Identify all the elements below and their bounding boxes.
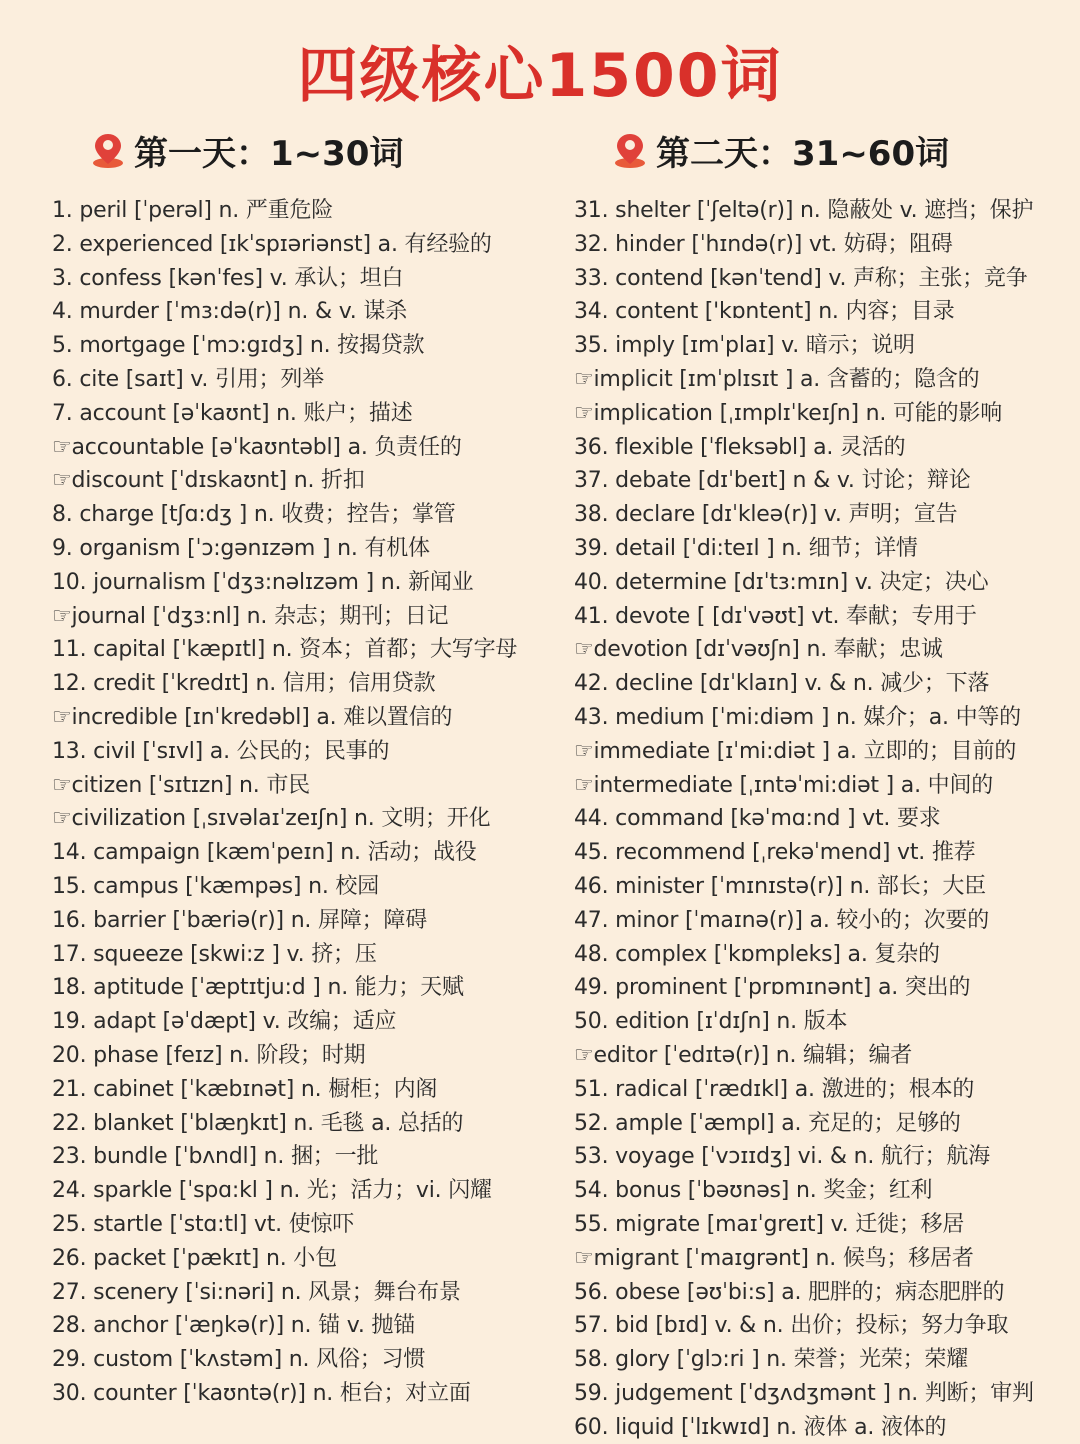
word-entry: 10. journalism [ˈdʒɜ:nəlɪzəm ] n. 新闻业 — [52, 569, 474, 595]
word-entry: ☞devotion [dɪˈvəʊʃn] n. 奉献；忠诚 — [574, 637, 943, 663]
day2-heading — [610, 124, 1074, 176]
word-entry: ☞migrant [ˈmaɪgrənt] n. 候鸟；移居者 — [574, 1245, 974, 1271]
word-entry: 23. bundle [ˈbʌndl] n. 捆；一批 — [52, 1144, 379, 1170]
word-entry: 32. hinder [ˈhɪndə(r)] vt. 妨碍；阻碍 — [574, 231, 953, 257]
word-entry: 17. squeeze [skwi:z ] v. 挤；压 — [52, 941, 377, 967]
day2-column — [574, 124, 1074, 1444]
word-entry: ☞implication [ˌɪmplɪˈkeɪʃn] n. 可能的影响 — [574, 400, 1003, 426]
word-entry: 3. confess [kənˈfes] v. 承认；坦白 — [52, 265, 404, 291]
word-entry: 36. flexible [ˈfleksəbl] a. 灵活的 — [574, 434, 906, 460]
word-entry: 30. counter [ˈkaʊntə(r)] n. 柜台；对立面 — [52, 1380, 471, 1406]
word-entry: 41. devote [ [dɪˈvəʊt] vt. 奉献；专用于 — [574, 603, 977, 629]
word-entry: 53. voyage [ˈvɔɪɪdʒ] vi. & n. 航行；航海 — [574, 1144, 990, 1170]
word-entry: 2. experienced [ɪkˈspɪəriənst] a. 有经验的 — [52, 231, 492, 257]
word-entry: 16. barrier [ˈbæriə(r)] n. 屏障；障碍 — [52, 907, 428, 933]
word-entry: ☞immediate [ɪˈmi:diət ] a. 立即的；目前的 — [574, 738, 1017, 764]
word-entry: 25. startle [ˈstɑ:tl] vt. 使惊吓 — [52, 1211, 355, 1237]
word-entry: 5. mortgage [ˈmɔ:gɪdʒ] n. 按揭贷款 — [52, 333, 425, 359]
word-entry: 12. credit [ˈkredɪt] n. 信用；信用贷款 — [52, 671, 436, 697]
day1-column — [52, 124, 552, 1411]
word-entry: 7. account [əˈkaʊnt] n. 账户；描述 — [52, 400, 413, 426]
word-entry: ☞journal [ˈdʒɜ:nl] n. 杂志；期刊；日记 — [52, 603, 449, 629]
word-entry: 33. contend [kənˈtend] v. 声称；主张；竞争 — [574, 265, 1028, 291]
word-entry: 27. scenery [ˈsi:nəri] n. 风景；舞台布景 — [52, 1279, 461, 1305]
word-entry: 1. peril [ˈperəl] n. 严重危险 — [52, 198, 334, 223]
word-entry: 19. adapt [əˈdæpt] v. 改编；适应 — [52, 1009, 397, 1035]
word-entry: 42. decline [dɪˈklaɪn] v. & n. 减少；下落 — [574, 671, 990, 697]
word-entry: 11. capital [ˈkæpɪtl] n. 资本；首都；大写字母 — [52, 637, 518, 663]
word-entry: 4. murder [ˈmɜ:də(r)] n. & v. 谋杀 — [52, 299, 407, 325]
word-entry: ☞civilization [ˌsɪvəlaɪˈzeɪʃn] n. 文明；开化 — [52, 806, 491, 832]
word-entry: 37. debate [dɪˈbeɪt] n & v. 讨论；辩论 — [574, 468, 971, 494]
word-entry: ☞citizen [ˈsɪtɪzn] n. 市民 — [52, 772, 310, 798]
word-entry: 35. imply [ɪmˈplaɪ] v. 暗示；说明 — [574, 333, 915, 359]
word-entry: 47. minor [ˈmaɪnə(r)] a. 较小的；次要的 — [574, 907, 990, 933]
word-entry: 49. prominent [ˈprɒmɪnənt] a. 突出的 — [574, 975, 971, 1001]
word-entry: 52. ample [ˈæmpl] a. 充足的；足够的 — [574, 1110, 961, 1136]
page-title: 四级核心1500词 — [297, 41, 783, 111]
word-entry: 48. complex [ˈkɒmpleks] a. 复杂的 — [574, 941, 940, 967]
word-entry: 39. detail [ˈdi:teɪl ] n. 细节；详情 — [574, 535, 918, 561]
day1-word-list — [52, 194, 552, 1411]
word-entry: 18. aptitude [ˈæptɪtju:d ] n. 能力；天赋 — [52, 975, 464, 1001]
word-entry: 59. judgement [ˈdʒʌdʒmənt ] n. 判断；审判 — [574, 1380, 1034, 1406]
word-entry: 38. declare [dɪˈkleə(r)] v. 声明；宣告 — [574, 502, 958, 528]
word-entry: 40. determine [dɪˈtɜ:mɪn] v. 决定；决心 — [574, 569, 989, 595]
word-entry: ☞implicit [ɪmˈplɪsɪt ] a. 含蓄的；隐含的 — [574, 366, 980, 392]
word-entry: 29. custom [ˈkʌstəm] n. 风俗；习惯 — [52, 1347, 426, 1373]
word-entry: 15. campus [ˈkæmpəs] n. 校园 — [52, 873, 380, 899]
word-entry: 56. obese [əʊˈbi:s] a. 肥胖的；病态肥胖的 — [574, 1279, 1005, 1305]
word-entry: 24. sparkle [ˈspɑ:kl ] n. 光；活力；vi. 闪耀 — [52, 1178, 492, 1204]
word-entry: ☞editor [ˈedɪtə(r)] n. 编辑；编者 — [574, 1042, 913, 1068]
word-entry: 44. command [kəˈmɑ:nd ] vt. 要求 — [574, 806, 941, 832]
location-pin-icon — [610, 130, 650, 170]
word-entry: 46. minister [ˈmɪnɪstə(r)] n. 部长；大臣 — [574, 873, 986, 899]
word-entry: 45. recommend [ˌrekəˈmend] vt. 推荐 — [574, 840, 976, 866]
day2-heading-text: 第二天：31~60词 — [656, 133, 950, 174]
word-entry: 34. content ['kɒntent] n. 内容；目录 — [574, 299, 955, 325]
day1-heading-text: 第一天：1~30词 — [134, 133, 404, 174]
word-entry: 55. migrate [maɪˈgreɪt] v. 迁徙；移居 — [574, 1211, 965, 1237]
word-entry: 54. bonus [ˈbəʊnəs] n. 奖金；红利 — [574, 1178, 933, 1204]
word-entry: 26. packet [ˈpækɪt] n. 小包 — [52, 1245, 337, 1271]
word-entry: ☞discount [ˈdɪskaʊnt] n. 折扣 — [52, 468, 365, 494]
location-pin-icon — [88, 130, 128, 170]
word-entry: 13. civil [ˈsɪvl] a. 公民的；民事的 — [52, 738, 390, 764]
word-entry: 51. radical [ˈrædɪkl] a. 激进的；根本的 — [574, 1076, 975, 1102]
word-entry: ☞intermediate [ˌɪntəˈmi:diət ] a. 中间的 — [574, 772, 994, 798]
word-entry: 28. anchor [ˈæŋkə(r)] n. 锚 v. 抛锚 — [52, 1313, 416, 1339]
word-entry: 14. campaign [kæmˈpeɪn] n. 活动；战役 — [52, 840, 477, 866]
word-entry: 58. glory [ˈglɔ:ri ] n. 荣誉；光荣；荣耀 — [574, 1347, 969, 1373]
word-entry: ☞accountable [əˈkaʊntəbl] a. 负责任的 — [52, 434, 462, 460]
day1-heading — [88, 124, 552, 176]
word-entry: 6. cite [saɪt] v. 引用；列举 — [52, 366, 324, 392]
word-entry: 8. charge [tʃɑ:dʒ ] n. 收费；控告；掌管 — [52, 502, 456, 528]
word-entry: ☞incredible [ɪnˈkredəbl] a. 难以置信的 — [52, 704, 453, 730]
word-entry: 43. medium [ˈmi:diəm ] n. 媒介；a. 中等的 — [574, 704, 1021, 730]
word-entry: 22. blanket [ˈblæŋkɪt] n. 毛毯 a. 总括的 — [52, 1110, 464, 1136]
word-entry: 60. liquid [ˈlɪkwɪd] n. 液体 a. 液体的 — [574, 1414, 947, 1440]
day2-word-list — [574, 194, 1074, 1444]
word-entry: 31. shelter [ˈʃeltə(r)] n. 隐蔽处 v. 遮挡；保护 — [574, 198, 1034, 223]
word-entry: 21. cabinet [ˈkæbɪnət] n. 橱柜；内阁 — [52, 1076, 438, 1102]
word-entry: 20. phase [feɪz] n. 阶段；时期 — [52, 1042, 366, 1068]
word-entry: 50. edition [ɪˈdɪʃn] n. 版本 — [574, 1009, 848, 1035]
word-entry: 57. bid [bɪd] v. & n. 出价；投标；努力争取 — [574, 1313, 1009, 1339]
word-entry: 9. organism [ˈɔ:gənɪzəm ] n. 有机体 — [52, 535, 430, 561]
